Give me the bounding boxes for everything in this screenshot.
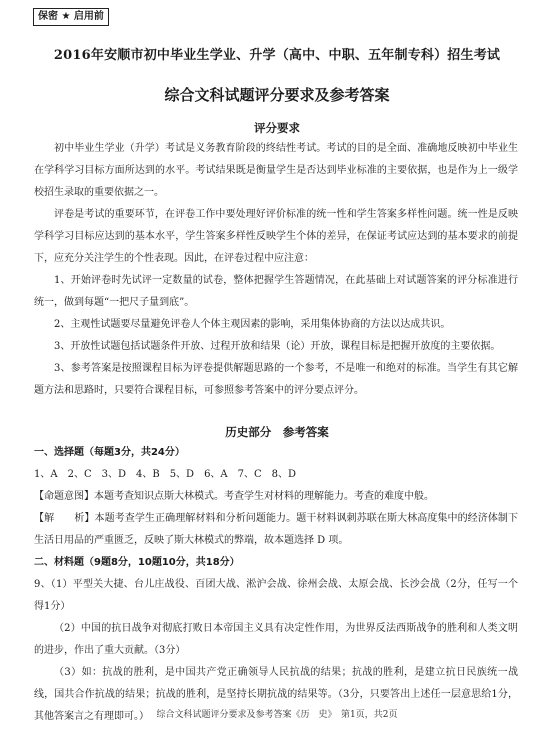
document-title: 综合文科试题评分要求及参考答案 [164, 86, 390, 104]
question-intent: 【命题意图】本题考查知识点斯大林模式。考查学生对材料的理解能力。考查的难度中般。 [34, 491, 434, 502]
scoring-heading: 评分要求 [254, 121, 300, 135]
question-analysis: 【解 析】本题考查学生正确理解材料和分析问题能力。题干材料讽刺苏联在斯大林高度集中的经济体制下生活日用品的严重匮乏，反映了斯大林模式的弊端，故本题选择 D 项。 [34, 513, 518, 546]
scoring-rule-1: 1、开始评卷时先试评一定数量的试卷，整体把握学生答题情况，在此基础上对试题答案的评分标准进行统一，做到每题“一把尺子量到底”。 [34, 275, 518, 308]
answer-9-3: （3）如：抗战的胜利，是中国共产党正确领导人民抗战的结果；抗战的胜利，是建立抗日民族统一战线，国共合作抗战的结果；抗战的胜利，是坚持长期抗战的结果等。（3分，只要答出上述任一层意思给1分，其他答案言之有理即可。） [34, 667, 518, 722]
history-heading: 历史部分 参考答案 [225, 425, 329, 439]
scoring-rule-3: 3、开放性试题包括试题条件开放、过程开放和结果（论）开放，课程目标是把握开放度的主要依据。 [54, 341, 501, 352]
page-footer: 综合文科试题评分要求及参考答案《历 史》 第1页，共2页 [156, 710, 398, 720]
exam-title: 2016年安顺市初中毕业生学业、升学（高中、中职、五年制专科）招生考试 [53, 48, 501, 63]
multiple-choice-heading: 一、选择题（每题3分，共24分） [34, 447, 185, 458]
material-questions-heading: 二、材料题（9题8分，10题10分，共18分） [34, 557, 240, 568]
scoring-paragraph-2: 评卷是考试的重要环节，在评卷工作中要处理好评价标准的统一性和学生答案多样性问题。统一性是反映学科学习目标应达到的基本水平，学生答案多样性反映学生个体的差异，在保证考试应达到的基本要求的前提下，应充分关注学生的个性表现。因此，在评卷过程中应注意： [34, 209, 518, 264]
confidential-label: 保密 ★ 启用前 [33, 8, 109, 26]
answer-9-1: 9、（1）平型关大捷、台儿庄战役、百团大战、淞沪会战、徐州会战、太原会战、长沙会战（2分，任写一个得1分） [34, 579, 518, 612]
scoring-rule-2: 2、主观性试题要尽量避免评卷人个体主观因素的影响，采用集体协商的方法以达成共识。 [54, 319, 451, 330]
multiple-choice-answers: 1、A 2、C 3、D 4、B 5、D 6、A 7、C 8、D [34, 469, 297, 480]
scoring-rule-4: 3、参考答案是按照课程目标为评卷提供解题思路的一个参考，不是唯一和绝对的标准。当学生有其它解题方法和思路时，只要符合课程目标，可参照参考答案中的评分要点评分。 [34, 363, 518, 396]
answer-9-2: （2）中国的抗日战争对彻底打败日本帝国主义具有决定性作用，为世界反法西斯战争的胜利和人类文明的进步，作出了重大贡献。（3分） [34, 623, 518, 656]
scoring-paragraph-1: 初中毕业生学业（升学）考试是义务教育阶段的终结性考试。考试的目的是全面、准确地反映初中毕业生在学科学习目标方面所达到的水平。考试结果既是衡量学生是否达到毕业标准的主要依据，也是作为上一级学校招生录取的重要依据之一。 [34, 143, 518, 198]
